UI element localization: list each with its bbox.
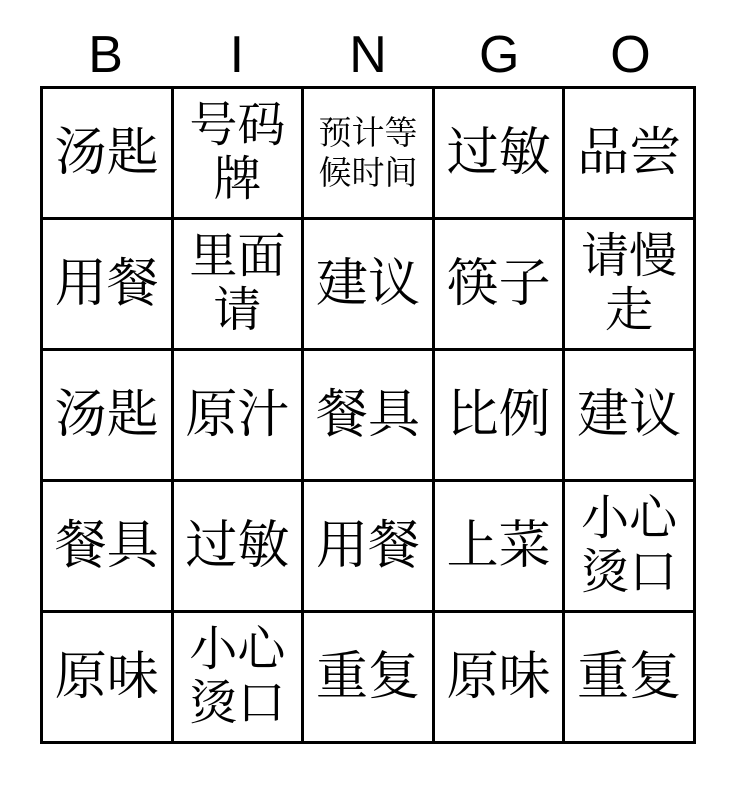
bingo-cell[interactable] — [174, 351, 305, 482]
bingo-cell[interactable] — [43, 351, 174, 482]
bingo-cell-label: 原汁 — [185, 386, 290, 444]
bingo-cell-label: 原味 — [446, 648, 551, 706]
bingo-cell-label: 餐具 — [54, 517, 159, 575]
bingo-cell-label: 过敏 — [185, 517, 290, 575]
bingo-cell[interactable] — [435, 220, 566, 351]
bingo-cell-label: 筷子 — [446, 255, 551, 313]
bingo-cell[interactable] — [435, 482, 566, 613]
bingo-cell[interactable] — [565, 613, 696, 744]
bingo-cell[interactable] — [565, 89, 696, 220]
bingo-row — [43, 220, 696, 351]
bingo-cell[interactable] — [435, 351, 566, 482]
bingo-cell-label: 原味 — [54, 648, 159, 706]
bingo-cell[interactable] — [304, 613, 435, 744]
bingo-cell-label: 过敏 — [446, 124, 551, 182]
bingo-cell-label: 品尝 — [577, 124, 682, 182]
bingo-cell-label: 餐具 — [315, 386, 420, 444]
bingo-cell[interactable] — [565, 482, 696, 613]
bingo-cell[interactable] — [304, 482, 435, 613]
bingo-cell[interactable] — [435, 613, 566, 744]
bingo-cell-label: 请慢走 — [581, 230, 678, 337]
bingo-cell-label: 上菜 — [446, 517, 551, 575]
bingo-cell-label: 用餐 — [315, 517, 420, 575]
header-letter-g: G — [478, 26, 520, 84]
bingo-cell[interactable] — [174, 89, 305, 220]
bingo-header — [40, 24, 696, 86]
bingo-cell-label: 比例 — [446, 386, 551, 444]
bingo-cell[interactable] — [43, 482, 174, 613]
bingo-cell-label: 小心烫口 — [189, 623, 286, 730]
bingo-cell-label: 号码牌 — [189, 99, 286, 206]
bingo-cell-label: 里面请 — [189, 230, 286, 337]
bingo-cell-label: 汤匙 — [54, 124, 159, 182]
bingo-cell-label: 重复 — [577, 648, 682, 706]
bingo-cell[interactable] — [43, 220, 174, 351]
header-letter-n: N — [349, 26, 387, 84]
bingo-cell-label: 用餐 — [54, 255, 159, 313]
bingo-grid — [40, 86, 696, 744]
bingo-row — [43, 351, 696, 482]
bingo-cell[interactable] — [174, 220, 305, 351]
bingo-row — [43, 482, 696, 613]
bingo-cell[interactable] — [304, 220, 435, 351]
bingo-cell-label: 建议 — [577, 386, 682, 444]
bingo-cell-label: 建议 — [315, 255, 420, 313]
header-letter-b: B — [88, 26, 123, 84]
bingo-cell[interactable] — [43, 89, 174, 220]
bingo-cell[interactable] — [565, 351, 696, 482]
bingo-cell-label: 小心烫口 — [581, 492, 678, 599]
bingo-cell[interactable] — [174, 613, 305, 744]
bingo-cell[interactable] — [174, 482, 305, 613]
bingo-cell[interactable] — [304, 89, 435, 220]
bingo-row — [43, 613, 696, 744]
bingo-cell-label: 汤匙 — [54, 386, 159, 444]
header-letter-i: I — [229, 26, 245, 84]
header-letter-o: O — [610, 26, 651, 84]
bingo-cell[interactable] — [304, 351, 435, 482]
bingo-cell-label: 重复 — [315, 648, 420, 706]
bingo-cell[interactable] — [43, 613, 174, 744]
bingo-cell-label: 预计等候时间 — [318, 114, 418, 191]
bingo-row — [43, 89, 696, 220]
bingo-cell[interactable] — [435, 89, 566, 220]
bingo-cell[interactable] — [565, 220, 696, 351]
